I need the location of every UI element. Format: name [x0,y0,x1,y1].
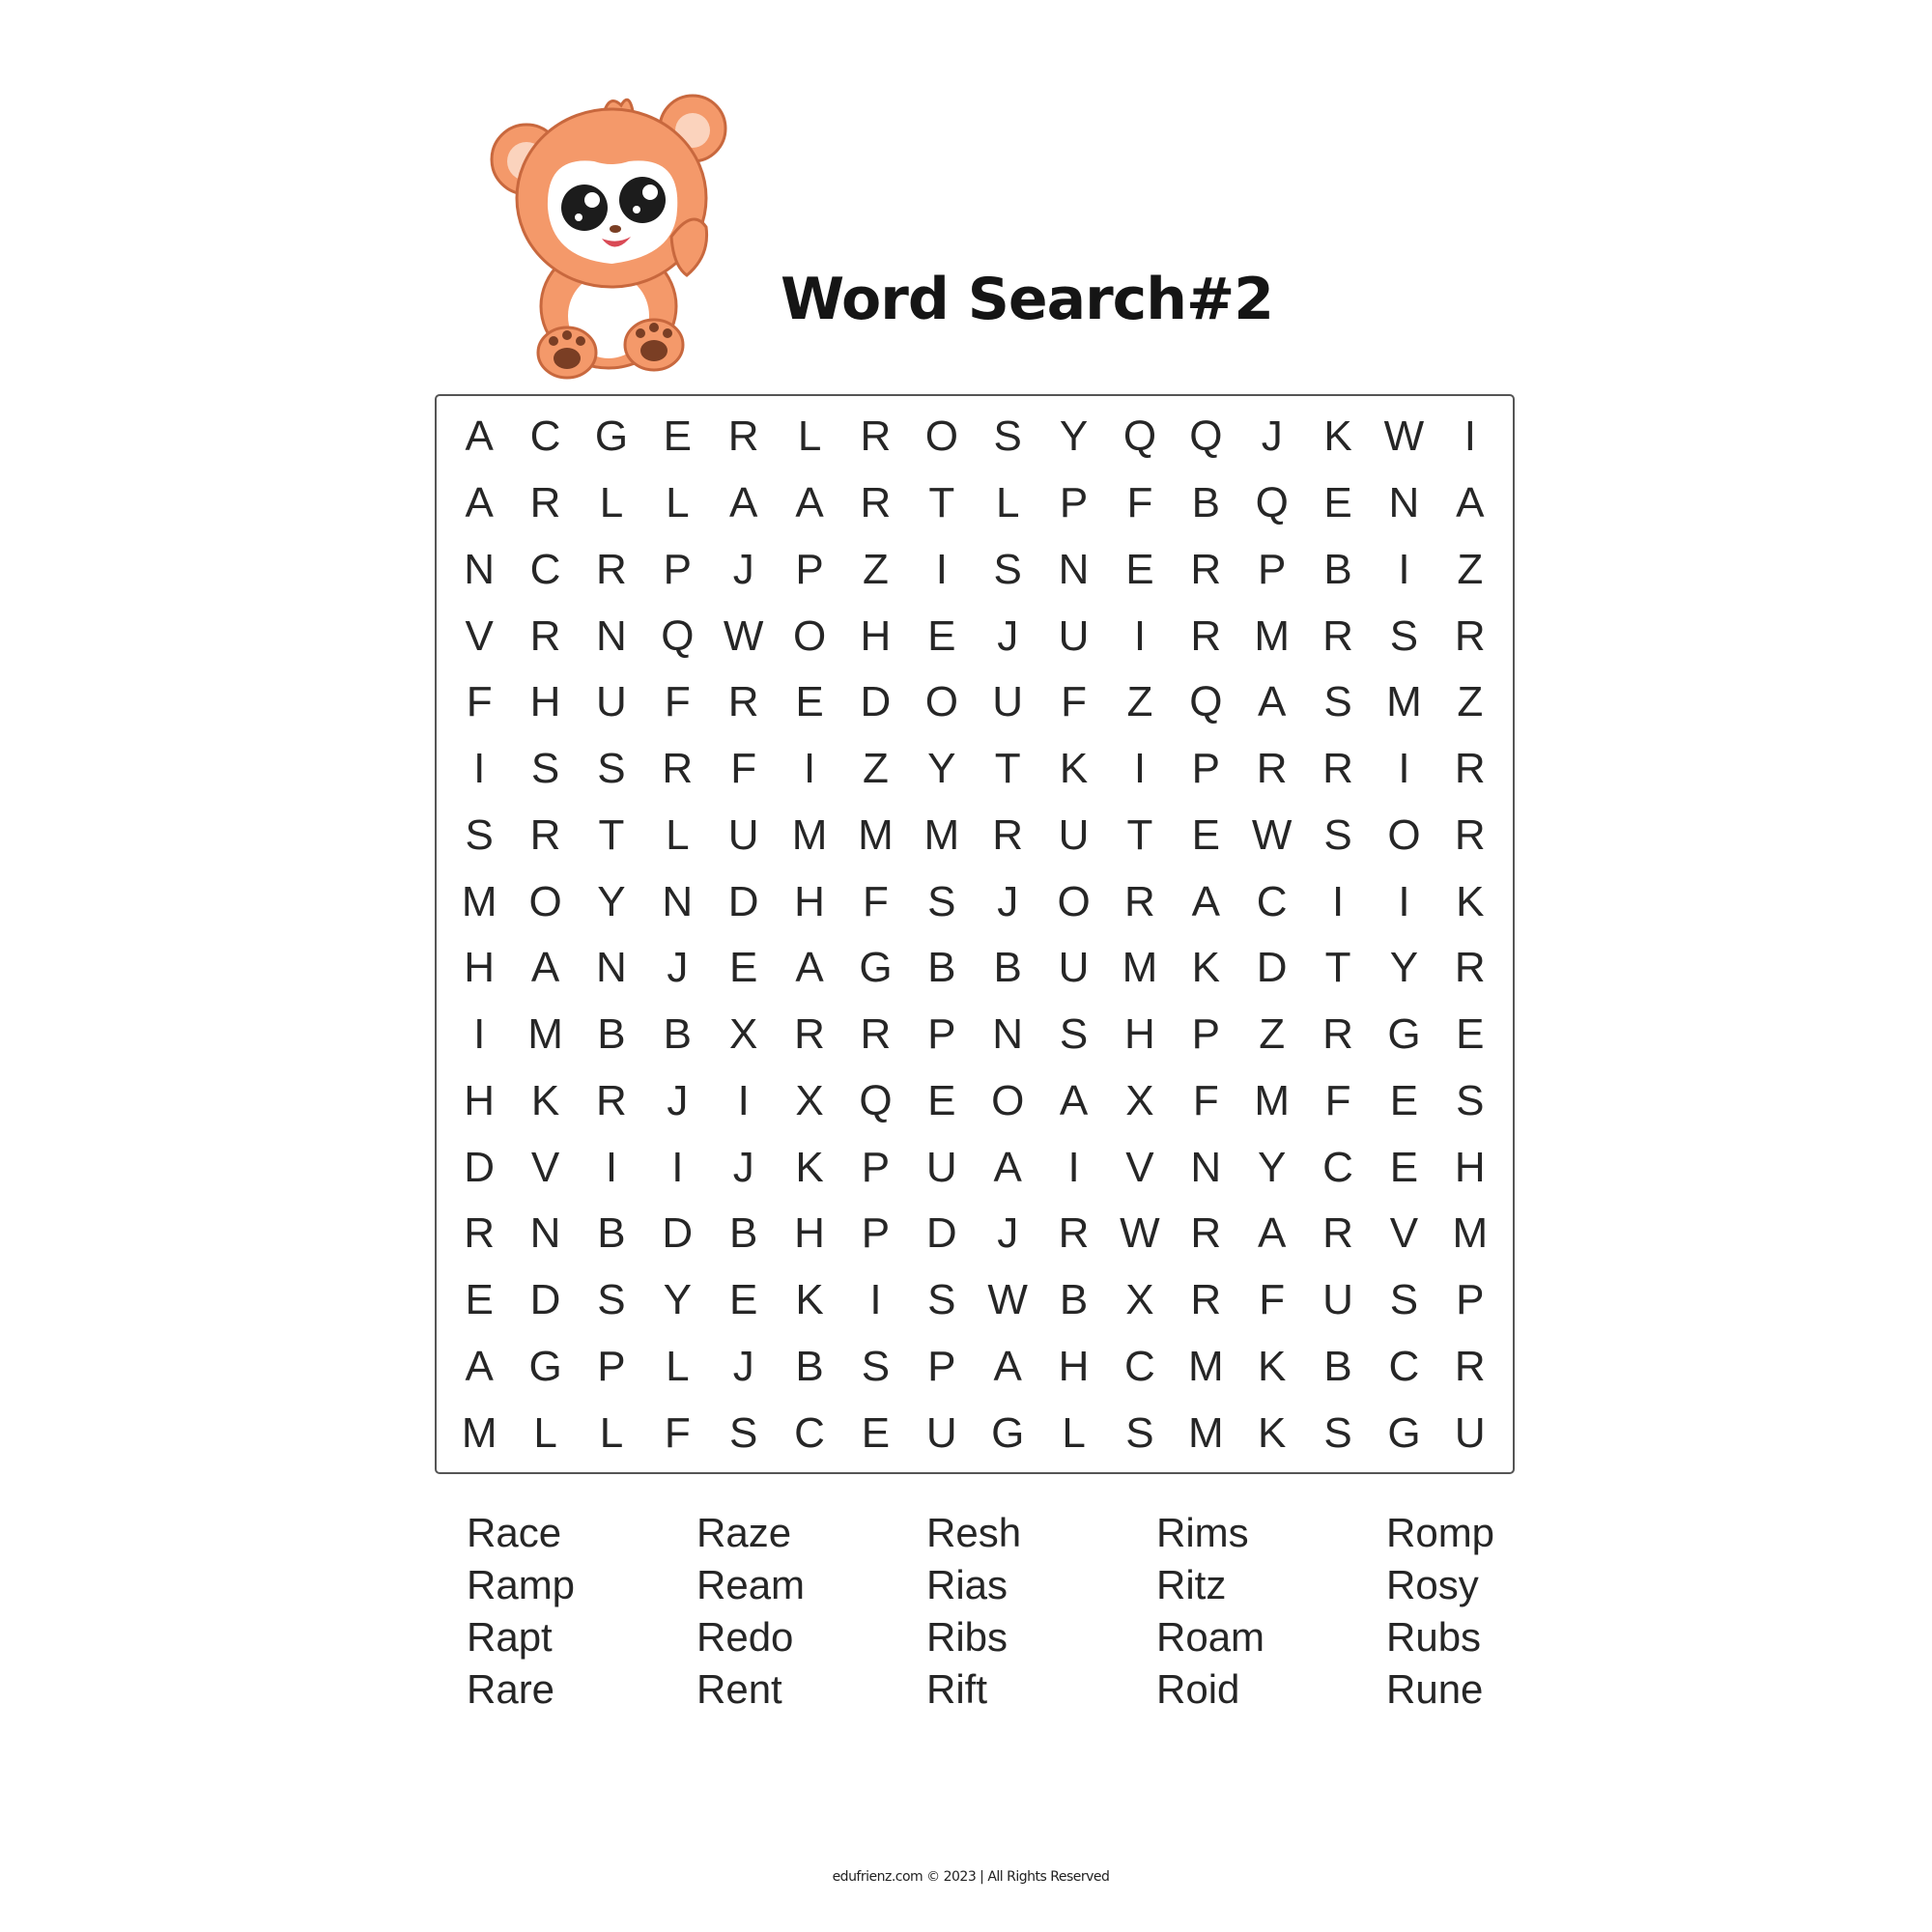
word-list [467,1507,1626,1716]
grid-letter[interactable]: U [925,1143,957,1191]
grid-letter[interactable]: K [1323,412,1352,461]
word-list-item: Ramp [467,1562,576,1607]
grid-letter[interactable]: G [528,1342,562,1390]
grid-letter[interactable]: R [1454,944,1486,992]
grid-letter[interactable]: F [1192,1076,1219,1124]
grid-letter[interactable]: F [1324,1076,1351,1124]
grid-letter[interactable]: B [1059,1276,1089,1324]
grid-letter[interactable]: R [727,412,759,461]
grid-letter[interactable]: H [794,1209,825,1258]
grid-letter[interactable]: D [727,877,759,925]
copyright-footer: edufrienz.com © 2023 | All Rights Reserved [832,1869,1110,1885]
grid-letter[interactable]: R [1322,1209,1353,1258]
word-list-item: Rent [696,1666,782,1712]
grid-letter[interactable]: U [925,1408,957,1457]
grid-letter[interactable]: I [869,1276,882,1324]
grid-letter[interactable]: R [529,810,561,859]
grid-letter[interactable]: N [662,877,694,925]
grid-letter[interactable]: H [464,1076,496,1124]
word-list-item: Rune [1386,1666,1484,1712]
grid-letter[interactable]: V [1125,1143,1154,1191]
grid-letter[interactable]: M [461,1408,497,1457]
grid-letter[interactable]: R [860,479,892,527]
grid-letter[interactable]: O [528,877,562,925]
grid-letter[interactable]: P [861,1143,891,1191]
grid-letter[interactable]: I [1398,545,1410,593]
word-list-item: Race [467,1510,562,1555]
grid-letter[interactable]: K [1456,877,1485,925]
grid-letter[interactable]: R [1190,611,1222,660]
grid-letter[interactable]: M [923,810,960,859]
grid-letter[interactable]: Q [859,1076,893,1124]
grid-letter[interactable]: E [729,944,758,992]
grid-letter[interactable]: A [465,1342,494,1390]
grid-letter[interactable]: D [925,1209,957,1258]
grid-letter[interactable]: W [987,1276,1028,1324]
grid-letter[interactable]: R [1256,745,1288,793]
grid-letter[interactable]: A [530,944,560,992]
grid-letter[interactable]: K [795,1276,824,1324]
grid-letter[interactable]: M [791,810,828,859]
grid-letter[interactable]: P [663,545,692,593]
grid-letter[interactable]: R [1190,545,1222,593]
grid-letter[interactable]: A [993,1143,1022,1191]
grid-letter[interactable]: C [1388,1342,1420,1390]
grid-letter[interactable]: G [859,944,893,992]
word-list-item: Resh [926,1510,1022,1555]
grid-letter[interactable]: S [1389,1276,1419,1324]
grid-letter[interactable]: W [723,611,764,660]
grid-letter[interactable]: N [1058,545,1090,593]
grid-letter[interactable]: B [1323,1342,1352,1390]
grid-letter[interactable]: A [993,1342,1022,1390]
grid-letter[interactable]: D [860,678,892,726]
grid-letter[interactable]: F [1259,1276,1286,1324]
grid-letter[interactable]: V [530,1143,560,1191]
grid-letter[interactable]: R [1124,877,1155,925]
grid-letter[interactable]: R [794,1010,825,1059]
grid-letter[interactable]: P [927,1010,956,1059]
grid-letter[interactable]: A [1059,1076,1089,1124]
grid-letter[interactable]: Q [1189,678,1223,726]
grid-letter[interactable]: J [1261,412,1283,461]
grid-letter[interactable]: F [664,678,691,726]
grid-letter[interactable]: B [597,1010,626,1059]
grid-letter[interactable]: X [1125,1076,1154,1124]
grid-letter[interactable]: L [599,1408,624,1457]
grid-letter[interactable]: W [1251,810,1293,859]
grid-letter[interactable]: O [924,412,958,461]
grid-letter[interactable]: Z [1259,1010,1286,1059]
grid-letter[interactable]: R [529,611,561,660]
grid-letter[interactable]: F [730,745,757,793]
grid-letter[interactable]: M [527,1010,563,1059]
grid-letter[interactable]: I [473,745,486,793]
monkey-mascot-icon [488,92,749,382]
grid-letter[interactable]: H [1454,1143,1486,1191]
grid-letter[interactable]: F [1061,678,1087,726]
grid-letter[interactable]: L [995,479,1020,527]
grid-letter[interactable]: I [1133,611,1147,660]
grid-letter[interactable]: B [993,944,1022,992]
grid-letter[interactable]: P [927,1342,956,1390]
grid-letter[interactable]: D [464,1143,496,1191]
grid-letter[interactable]: H [794,877,825,925]
grid-letter[interactable]: A [465,479,494,527]
grid-letter[interactable]: H [464,944,496,992]
grid-letter[interactable]: L [599,479,624,527]
grid-letter[interactable]: L [666,810,690,859]
grid-letter[interactable]: U [1322,1276,1353,1324]
grid-letter[interactable]: R [1454,745,1486,793]
grid-letter[interactable]: R [1190,1209,1222,1258]
grid-letter[interactable]: I [473,1010,486,1059]
grid-letter[interactable]: Z [1126,678,1153,726]
grid-letter[interactable]: F [862,877,889,925]
page-title: Word Search#2 [781,266,1273,333]
grid-letter[interactable]: L [797,412,822,461]
grid-letter[interactable]: M [1187,1342,1224,1390]
grid-letter[interactable]: B [1191,479,1220,527]
grid-letter[interactable]: R [1454,1342,1486,1390]
grid-letter[interactable]: F [466,678,493,726]
grid-letter[interactable]: Y [1389,944,1419,992]
grid-letter[interactable]: S [465,810,494,859]
grid-letter[interactable]: D [1256,944,1288,992]
grid-letter[interactable]: C [1256,877,1288,925]
grid-letter[interactable]: Y [663,1276,692,1324]
grid-letter[interactable]: S [597,745,626,793]
grid-letter[interactable]: M [1452,1209,1489,1258]
grid-letter[interactable]: I [1331,877,1345,925]
grid-letter[interactable]: A [1191,877,1220,925]
grid-letter[interactable]: S [729,1408,758,1457]
grid-letter[interactable]: S [597,1276,626,1324]
grid-letter[interactable]: T [994,745,1021,793]
grid-letter[interactable]: R [727,678,759,726]
grid-letter[interactable]: I [935,545,948,593]
grid-letter[interactable]: O [924,678,958,726]
grid-letter[interactable]: S [1456,1076,1485,1124]
word-list-item: Rias [926,1562,1009,1607]
grid-letter[interactable]: R [662,745,694,793]
grid-letter[interactable]: J [667,944,689,992]
grid-letter[interactable]: A [1258,678,1287,726]
grid-letter[interactable]: M [1386,678,1422,726]
grid-letter[interactable]: S [993,545,1022,593]
word-list-item: Redo [696,1614,794,1660]
grid-letter[interactable]: S [1125,1408,1154,1457]
grid-letter[interactable]: I [1398,877,1410,925]
grid-letter[interactable]: C [529,545,561,593]
grid-letter[interactable]: S [927,877,956,925]
grid-letter[interactable]: B [729,1209,758,1258]
grid-letter[interactable]: M [1122,944,1158,992]
grid-letter[interactable]: P [1456,1276,1485,1324]
grid-letter[interactable]: X [1125,1276,1154,1324]
grid-letter[interactable]: E [861,1408,891,1457]
grid-letter[interactable]: R [1322,745,1353,793]
grid-letter[interactable]: U [1058,611,1090,660]
grid-letter[interactable]: B [927,944,956,992]
grid-letter[interactable]: W [1383,412,1425,461]
grid-letter[interactable]: J [732,545,754,593]
grid-letter[interactable]: L [666,1342,690,1390]
grid-letter[interactable]: N [464,545,496,593]
grid-letter[interactable]: B [597,1209,626,1258]
grid-letter[interactable]: E [1389,1143,1419,1191]
grid-letter[interactable]: G [1387,1408,1421,1457]
letter-grid [435,394,1515,1474]
grid-letter[interactable]: N [992,1010,1024,1059]
grid-letter[interactable]: U [596,678,627,726]
grid-letter[interactable]: U [1058,810,1090,859]
grid-letter[interactable]: X [795,1076,824,1124]
grid-letter[interactable]: P [1191,745,1220,793]
grid-letter[interactable]: I [1133,745,1147,793]
grid-letter[interactable]: S [861,1342,891,1390]
grid-letter[interactable]: I [671,1143,684,1191]
grid-letter[interactable]: Y [597,877,626,925]
word-list-item: Rare [467,1666,555,1712]
grid-letter[interactable]: M [858,810,894,859]
grid-letter[interactable]: H [529,678,561,726]
grid-letter[interactable]: X [729,1010,758,1059]
grid-letter[interactable]: Q [1189,412,1223,461]
grid-letter[interactable]: P [1191,1010,1220,1059]
grid-letter[interactable]: S [993,412,1022,461]
grid-letter[interactable]: F [1126,479,1153,527]
grid-letter[interactable]: U [727,810,759,859]
word-list-item: Rosy [1386,1562,1479,1607]
grid-letter[interactable]: J [732,1143,754,1191]
grid-letter[interactable]: K [1191,944,1220,992]
grid-letter[interactable]: O [792,611,827,660]
grid-letter[interactable]: Z [1457,545,1484,593]
grid-letter[interactable]: Q [1122,412,1157,461]
grid-letter[interactable]: H [1124,1010,1155,1059]
word-list-item: Rapt [467,1614,553,1660]
grid-letter[interactable]: P [1059,479,1089,527]
grid-letter[interactable]: P [861,1209,891,1258]
grid-letter[interactable]: R [529,479,561,527]
grid-letter[interactable]: B [795,1342,824,1390]
grid-letter[interactable]: E [1456,1010,1485,1059]
grid-letter[interactable]: M [1254,1076,1291,1124]
grid-letter[interactable]: C [529,412,561,461]
grid-letter[interactable]: D [662,1209,694,1258]
grid-letter[interactable]: T [1324,944,1351,992]
grid-letter[interactable]: E [729,1276,758,1324]
grid-letter[interactable]: T [928,479,955,527]
grid-letter[interactable]: R [1454,611,1486,660]
grid-letter[interactable]: T [598,810,625,859]
grid-letter[interactable]: R [992,810,1024,859]
grid-letter[interactable]: I [737,1076,750,1124]
grid-letter[interactable]: C [1124,1342,1155,1390]
grid-letter[interactable]: R [1190,1276,1222,1324]
grid-letter[interactable]: S [1323,810,1352,859]
grid-letter[interactable]: A [465,412,494,461]
grid-letter[interactable]: S [530,745,560,793]
grid-letter[interactable]: A [795,944,824,992]
grid-letter[interactable]: K [1059,745,1089,793]
grid-letter[interactable]: A [1456,479,1485,527]
grid-letter[interactable]: S [1323,1408,1352,1457]
grid-letter[interactable]: Y [1059,412,1089,461]
grid-letter[interactable]: G [991,1408,1025,1457]
grid-letter[interactable]: J [667,1076,689,1124]
grid-letter[interactable]: U [1454,1408,1486,1457]
grid-letter[interactable]: R [1454,810,1486,859]
grid-letter[interactable]: N [1388,479,1420,527]
grid-letter[interactable]: G [1387,1010,1421,1059]
grid-letter[interactable]: N [1190,1143,1222,1191]
word-list-item: Rift [926,1666,987,1712]
grid-letter[interactable]: K [1258,1342,1287,1390]
grid-letter[interactable]: Q [661,611,695,660]
grid-letter[interactable]: K [530,1076,560,1124]
grid-letter[interactable]: N [596,944,627,992]
word-list-item: Ritz [1156,1562,1227,1607]
grid-letter[interactable]: Z [862,545,889,593]
grid-letter[interactable]: A [795,479,824,527]
grid-letter[interactable]: S [1389,611,1419,660]
grid-letter[interactable]: E [927,1076,956,1124]
grid-letter[interactable]: C [794,1408,825,1457]
grid-letter[interactable]: R [1322,611,1353,660]
grid-letter[interactable]: R [860,412,892,461]
word-list-item: Rubs [1386,1614,1482,1660]
grid-letter[interactable]: J [732,1342,754,1390]
grid-letter[interactable]: I [1463,412,1476,461]
grid-letter[interactable]: K [795,1143,824,1191]
grid-letter[interactable]: N [529,1209,561,1258]
word-list-item: Rims [1156,1510,1249,1555]
word-list-item: Romp [1386,1510,1495,1555]
grid-letter[interactable]: L [666,479,690,527]
grid-letter[interactable]: K [1258,1408,1287,1457]
word-list-item: Ribs [926,1614,1009,1660]
grid-letter[interactable]: Q [1255,479,1289,527]
grid-letter[interactable]: H [860,611,892,660]
grid-letter[interactable]: Z [1457,678,1484,726]
grid-letter[interactable]: E [1191,810,1220,859]
grid-letter[interactable]: L [1062,1408,1086,1457]
grid-letter[interactable]: P [1258,545,1287,593]
grid-letter[interactable]: L [533,1408,557,1457]
grid-letter[interactable]: N [596,611,627,660]
grid-letter[interactable]: A [1258,1209,1287,1258]
word-list-item: Roam [1156,1614,1265,1660]
grid-letter[interactable]: R [596,545,627,593]
grid-letter[interactable]: M [461,877,497,925]
grid-letter[interactable]: B [1323,545,1352,593]
grid-letter[interactable]: U [992,678,1024,726]
grid-letter[interactable]: I [605,1143,618,1191]
grid-letter[interactable]: B [663,1010,692,1059]
grid-letter[interactable]: O [1057,877,1091,925]
grid-letter[interactable]: G [594,412,629,461]
grid-letter[interactable]: E [927,611,956,660]
grid-letter[interactable]: I [1398,745,1410,793]
grid-letter[interactable]: R [1322,1010,1353,1059]
grid-letter[interactable]: O [1387,810,1421,859]
grid-letter[interactable]: V [465,611,494,660]
grid-letter[interactable]: T [1126,810,1153,859]
grid-letter[interactable]: D [529,1276,561,1324]
grid-letter[interactable]: J [997,877,1019,925]
grid-letter[interactable]: Z [862,745,889,793]
grid-letter[interactable]: R [464,1209,496,1258]
grid-letter[interactable]: P [597,1342,626,1390]
grid-letter[interactable]: Y [927,745,956,793]
grid-letter[interactable]: J [997,1209,1019,1258]
grid-letter[interactable]: E [1323,479,1352,527]
grid-letter[interactable]: E [465,1276,494,1324]
grid-letter[interactable]: I [803,745,816,793]
grid-letter[interactable]: E [1389,1076,1419,1124]
grid-letter[interactable]: F [664,1408,691,1457]
grid-letter[interactable]: A [729,479,758,527]
grid-letter[interactable]: R [860,1010,892,1059]
word-list-item: Ream [696,1562,806,1607]
grid-letter[interactable]: S [1323,678,1352,726]
grid-letter[interactable]: P [795,545,824,593]
grid-letter[interactable]: S [927,1276,956,1324]
grid-letter[interactable]: M [1254,611,1291,660]
grid-letter[interactable]: O [991,1076,1025,1124]
grid-letter[interactable]: I [1067,1143,1080,1191]
word-list-item: Raze [696,1510,792,1555]
grid-letter[interactable]: C [1322,1143,1353,1191]
grid-letter[interactable]: Y [1258,1143,1287,1191]
grid-letter[interactable]: J [997,611,1019,660]
grid-letter[interactable]: M [1187,1408,1224,1457]
word-list-item: Roid [1156,1666,1240,1712]
grid-letter[interactable]: S [1059,1010,1089,1059]
grid-letter[interactable]: U [1058,944,1090,992]
grid-letter[interactable]: E [663,412,692,461]
grid-letter[interactable]: R [1058,1209,1090,1258]
grid-letter[interactable]: E [795,678,824,726]
grid-letter[interactable]: E [1125,545,1154,593]
grid-letter[interactable]: R [596,1076,627,1124]
grid-letter[interactable]: W [1120,1209,1160,1258]
grid-letter[interactable]: H [1058,1342,1090,1390]
grid-letter[interactable]: V [1389,1209,1419,1258]
